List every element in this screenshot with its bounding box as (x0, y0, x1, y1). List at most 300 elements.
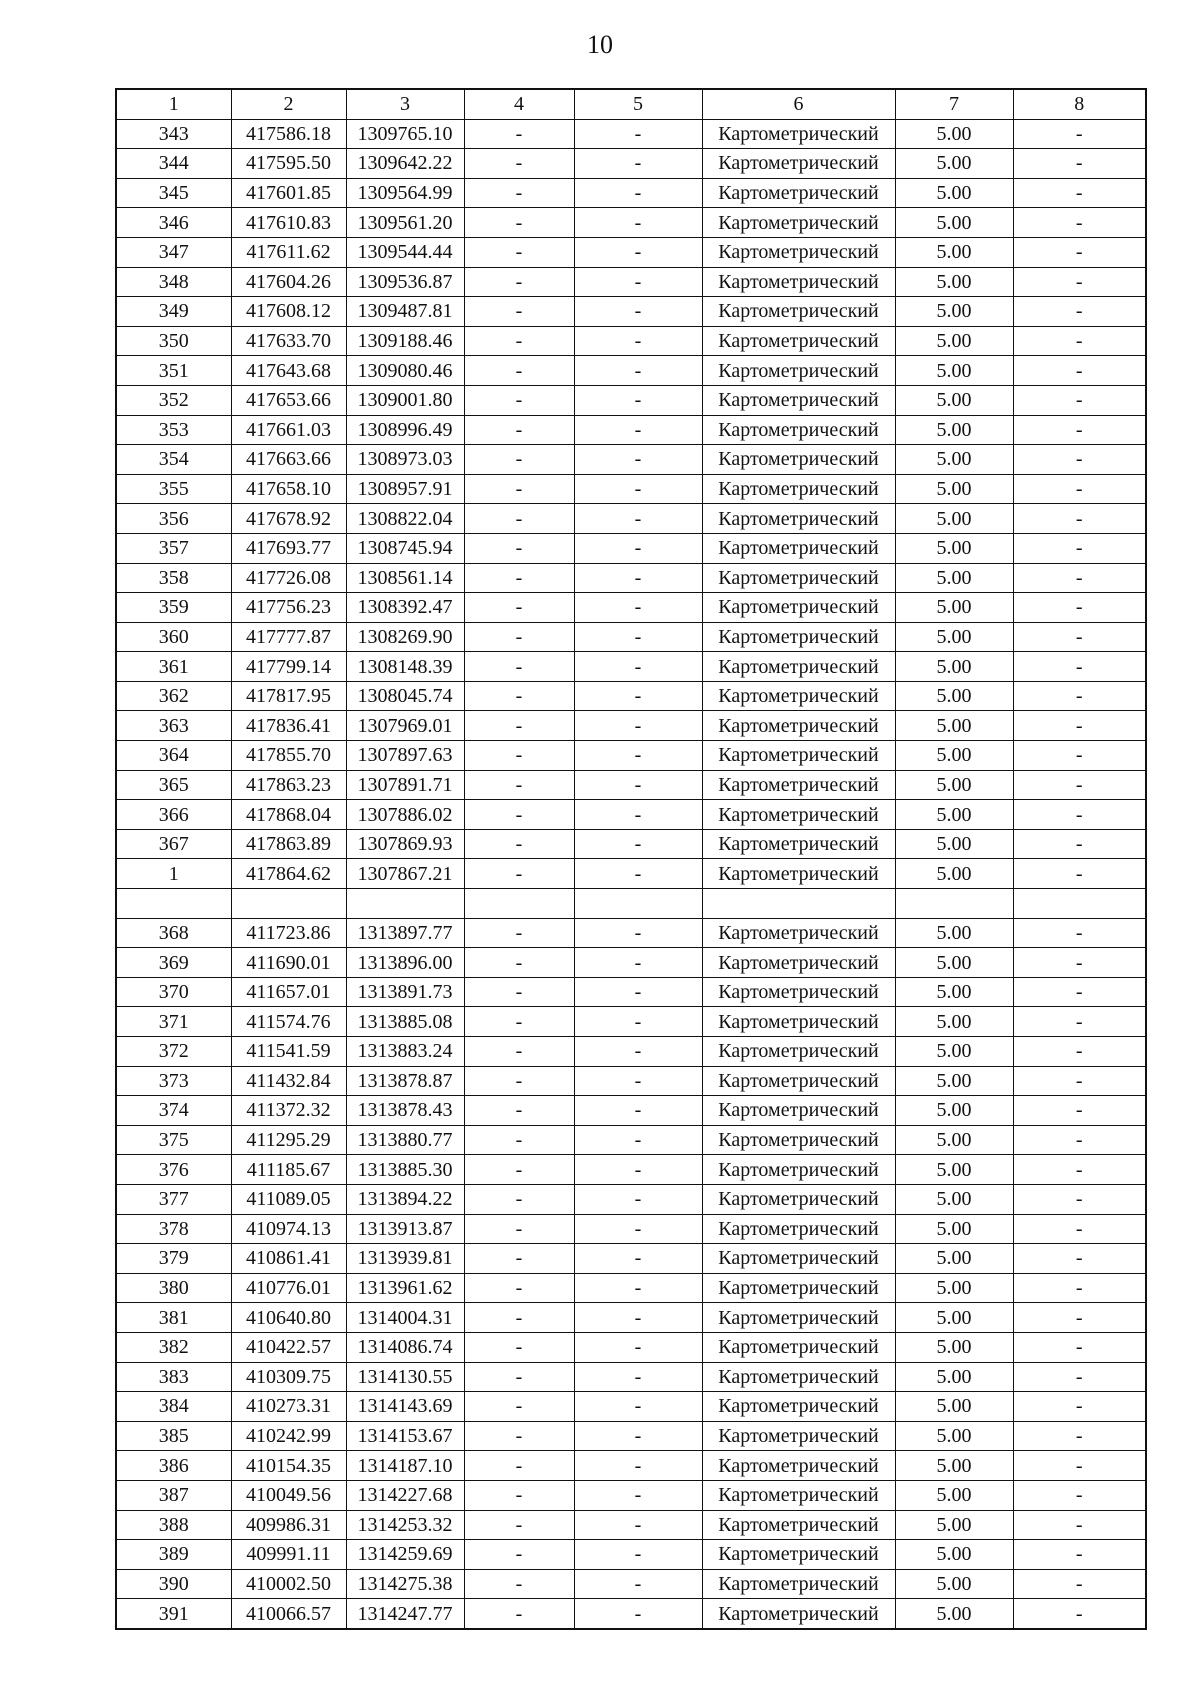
point-number-cell: 350 (116, 326, 231, 356)
column-4-cell: - (464, 297, 574, 327)
column-5-cell: - (574, 1155, 702, 1185)
accuracy-cell: 5.00 (895, 593, 1013, 623)
method-cell: Картометрический (702, 800, 895, 830)
x-coordinate-cell: 417678.92 (231, 504, 346, 534)
column-5-cell (574, 889, 702, 919)
point-number-cell: 347 (116, 237, 231, 267)
accuracy-cell: 5.00 (895, 1599, 1013, 1629)
y-coordinate-cell: 1313939.81 (346, 1244, 464, 1274)
accuracy-cell: 5.00 (895, 445, 1013, 475)
point-number-cell: 371 (116, 1007, 231, 1037)
point-number-cell: 370 (116, 977, 231, 1007)
table-row (116, 533, 1146, 563)
column-8-cell: - (1013, 1392, 1146, 1422)
table-row (116, 237, 1146, 267)
column-5-cell: - (574, 1332, 702, 1362)
method-cell: Картометрический (702, 119, 895, 149)
column-4-cell: - (464, 474, 574, 504)
x-coordinate-cell: 417653.66 (231, 385, 346, 415)
column-4-cell: - (464, 1392, 574, 1422)
point-number-cell: 388 (116, 1510, 231, 1540)
point-number-cell: 390 (116, 1569, 231, 1599)
accuracy-cell (895, 889, 1013, 919)
y-coordinate-cell: 1313878.87 (346, 1066, 464, 1096)
accuracy-cell: 5.00 (895, 563, 1013, 593)
column-8-cell: - (1013, 1037, 1146, 1067)
x-coordinate-cell: 417855.70 (231, 741, 346, 771)
method-cell: Картометрический (702, 1540, 895, 1570)
column-5-cell: - (574, 652, 702, 682)
column-8-cell: - (1013, 1273, 1146, 1303)
method-cell: Картометрический (702, 711, 895, 741)
column-8-cell: - (1013, 741, 1146, 771)
column-4-cell: - (464, 977, 574, 1007)
column-4-cell: - (464, 385, 574, 415)
y-coordinate-cell: 1313961.62 (346, 1273, 464, 1303)
table-row (116, 1451, 1146, 1481)
column-5-cell: - (574, 1125, 702, 1155)
column-5-cell: - (574, 1569, 702, 1599)
method-cell: Картометрический (702, 918, 895, 948)
column-header: 8 (1013, 89, 1146, 119)
x-coordinate-cell: 410273.31 (231, 1392, 346, 1422)
column-4-cell: - (464, 1362, 574, 1392)
y-coordinate-cell: 1314275.38 (346, 1569, 464, 1599)
column-5-cell: - (574, 1037, 702, 1067)
column-8-cell: - (1013, 1184, 1146, 1214)
column-4-cell: - (464, 918, 574, 948)
table-row (116, 1214, 1146, 1244)
y-coordinate-cell: 1308957.91 (346, 474, 464, 504)
column-4-cell: - (464, 267, 574, 297)
table-row (116, 1244, 1146, 1274)
method-cell: Картометрический (702, 829, 895, 859)
column-4-cell: - (464, 859, 574, 889)
method-cell: Картометрический (702, 415, 895, 445)
column-5-cell: - (574, 504, 702, 534)
method-cell: Картометрический (702, 1125, 895, 1155)
accuracy-cell: 5.00 (895, 267, 1013, 297)
y-coordinate-cell: 1313897.77 (346, 918, 464, 948)
column-5-cell: - (574, 859, 702, 889)
method-cell: Картометрический (702, 1007, 895, 1037)
y-coordinate-cell: 1309544.44 (346, 237, 464, 267)
x-coordinate-cell: 417611.62 (231, 237, 346, 267)
column-4-cell: - (464, 1096, 574, 1126)
method-cell: Картометрический (702, 652, 895, 682)
y-coordinate-cell: 1314247.77 (346, 1599, 464, 1629)
table-row (116, 918, 1146, 948)
point-number-cell: 387 (116, 1480, 231, 1510)
method-cell: Картометрический (702, 1392, 895, 1422)
table-row (116, 1421, 1146, 1451)
y-coordinate-cell: 1309080.46 (346, 356, 464, 386)
y-coordinate-cell: 1308561.14 (346, 563, 464, 593)
column-5-cell: - (574, 1540, 702, 1570)
accuracy-cell: 5.00 (895, 119, 1013, 149)
method-cell: Картометрический (702, 533, 895, 563)
column-8-cell: - (1013, 1125, 1146, 1155)
y-coordinate-cell: 1314227.68 (346, 1480, 464, 1510)
x-coordinate-cell: 409991.11 (231, 1540, 346, 1570)
column-8-cell: - (1013, 1066, 1146, 1096)
column-8-cell: - (1013, 474, 1146, 504)
y-coordinate-cell: 1314004.31 (346, 1303, 464, 1333)
column-5-cell: - (574, 1066, 702, 1096)
column-4-cell: - (464, 800, 574, 830)
column-8-cell: - (1013, 1007, 1146, 1037)
column-4-cell: - (464, 1244, 574, 1274)
page-number: 10 (587, 30, 613, 59)
y-coordinate-cell: 1314086.74 (346, 1332, 464, 1362)
column-4-cell: - (464, 1214, 574, 1244)
point-number-cell: 374 (116, 1096, 231, 1126)
x-coordinate-cell: 417693.77 (231, 533, 346, 563)
column-5-cell: - (574, 741, 702, 771)
table-row (116, 119, 1146, 149)
x-coordinate-cell: 417863.23 (231, 770, 346, 800)
column-8-cell: - (1013, 533, 1146, 563)
method-cell: Картометрический (702, 1599, 895, 1629)
x-coordinate-cell: 410049.56 (231, 1480, 346, 1510)
column-5-cell: - (574, 1096, 702, 1126)
table-row (116, 770, 1146, 800)
method-cell: Картометрический (702, 267, 895, 297)
accuracy-cell: 5.00 (895, 326, 1013, 356)
x-coordinate-cell: 410066.57 (231, 1599, 346, 1629)
column-4-cell: - (464, 770, 574, 800)
point-number-cell: 362 (116, 681, 231, 711)
accuracy-cell: 5.00 (895, 178, 1013, 208)
x-coordinate-cell: 410309.75 (231, 1362, 346, 1392)
accuracy-cell: 5.00 (895, 385, 1013, 415)
point-number-cell: 368 (116, 918, 231, 948)
accuracy-cell: 5.00 (895, 1421, 1013, 1451)
table-row (116, 563, 1146, 593)
point-number-cell: 386 (116, 1451, 231, 1481)
accuracy-cell: 5.00 (895, 415, 1013, 445)
method-cell: Картометрический (702, 504, 895, 534)
y-coordinate-cell: 1309001.80 (346, 385, 464, 415)
table-row (116, 859, 1146, 889)
column-5-cell: - (574, 445, 702, 475)
method-cell: Картометрический (702, 385, 895, 415)
x-coordinate-cell: 411657.01 (231, 977, 346, 1007)
method-cell: Картометрический (702, 563, 895, 593)
y-coordinate-cell: 1308745.94 (346, 533, 464, 563)
x-coordinate-cell: 417777.87 (231, 622, 346, 652)
x-coordinate-cell: 411541.59 (231, 1037, 346, 1067)
table-row (116, 1510, 1146, 1540)
x-coordinate-cell: 417799.14 (231, 652, 346, 682)
table-row (116, 711, 1146, 741)
point-number-cell: 365 (116, 770, 231, 800)
accuracy-cell: 5.00 (895, 1214, 1013, 1244)
accuracy-cell: 5.00 (895, 1244, 1013, 1274)
column-8-cell: - (1013, 1451, 1146, 1481)
x-coordinate-cell: 417663.66 (231, 445, 346, 475)
y-coordinate-cell: 1307897.63 (346, 741, 464, 771)
accuracy-cell: 5.00 (895, 237, 1013, 267)
column-5-cell: - (574, 1244, 702, 1274)
y-coordinate-cell: 1313885.08 (346, 1007, 464, 1037)
method-cell: Картометрический (702, 1096, 895, 1126)
point-number-cell: 366 (116, 800, 231, 830)
column-4-cell: - (464, 1569, 574, 1599)
accuracy-cell: 5.00 (895, 918, 1013, 948)
y-coordinate-cell: 1309487.81 (346, 297, 464, 327)
method-cell: Картометрический (702, 681, 895, 711)
point-number-cell: 389 (116, 1540, 231, 1570)
column-header: 7 (895, 89, 1013, 119)
column-5-cell: - (574, 1303, 702, 1333)
column-5-cell: - (574, 208, 702, 238)
y-coordinate-cell: 1313913.87 (346, 1214, 464, 1244)
column-8-cell: - (1013, 711, 1146, 741)
column-5-cell: - (574, 1480, 702, 1510)
column-5-cell: - (574, 1421, 702, 1451)
accuracy-cell: 5.00 (895, 1007, 1013, 1037)
column-8-cell: - (1013, 1214, 1146, 1244)
column-4-cell: - (464, 1540, 574, 1570)
accuracy-cell: 5.00 (895, 297, 1013, 327)
y-coordinate-cell: 1313891.73 (346, 977, 464, 1007)
x-coordinate-cell: 410154.35 (231, 1451, 346, 1481)
table-row (116, 829, 1146, 859)
x-coordinate-cell: 411185.67 (231, 1155, 346, 1185)
accuracy-cell: 5.00 (895, 1303, 1013, 1333)
method-cell: Картометрический (702, 1480, 895, 1510)
y-coordinate-cell: 1307886.02 (346, 800, 464, 830)
table-row (116, 474, 1146, 504)
x-coordinate-cell: 411574.76 (231, 1007, 346, 1037)
column-8-cell: - (1013, 1480, 1146, 1510)
table-row (116, 326, 1146, 356)
column-8-cell: - (1013, 829, 1146, 859)
method-cell: Картометрический (702, 859, 895, 889)
method-cell: Картометрический (702, 149, 895, 179)
column-4-cell: - (464, 1273, 574, 1303)
accuracy-cell: 5.00 (895, 356, 1013, 386)
y-coordinate-cell: 1309642.22 (346, 149, 464, 179)
column-4-cell: - (464, 948, 574, 978)
column-4-cell (464, 889, 574, 919)
column-4-cell: - (464, 356, 574, 386)
x-coordinate-cell: 417726.08 (231, 563, 346, 593)
table-row (116, 593, 1146, 623)
point-number-cell: 373 (116, 1066, 231, 1096)
y-coordinate-cell: 1313883.24 (346, 1037, 464, 1067)
y-coordinate-cell: 1308973.03 (346, 445, 464, 475)
y-coordinate-cell: 1308996.49 (346, 415, 464, 445)
column-5-cell: - (574, 800, 702, 830)
point-number-cell: 349 (116, 297, 231, 327)
table-row (116, 1273, 1146, 1303)
column-8-cell: - (1013, 208, 1146, 238)
column-4-cell: - (464, 593, 574, 623)
accuracy-cell: 5.00 (895, 1392, 1013, 1422)
column-8-cell: - (1013, 1244, 1146, 1274)
point-number-cell: 352 (116, 385, 231, 415)
point-number-cell: 377 (116, 1184, 231, 1214)
column-header: 3 (346, 89, 464, 119)
x-coordinate-cell: 417864.62 (231, 859, 346, 889)
column-5-cell: - (574, 593, 702, 623)
table-row (116, 385, 1146, 415)
method-cell: Картометрический (702, 1510, 895, 1540)
column-5-cell: - (574, 237, 702, 267)
accuracy-cell: 5.00 (895, 1096, 1013, 1126)
column-5-cell: - (574, 1007, 702, 1037)
table-row (116, 1096, 1146, 1126)
y-coordinate-cell: 1313885.30 (346, 1155, 464, 1185)
method-cell: Картометрический (702, 1303, 895, 1333)
table-row (116, 445, 1146, 475)
column-5-cell: - (574, 149, 702, 179)
method-cell: Картометрический (702, 770, 895, 800)
method-cell: Картометрический (702, 1244, 895, 1274)
column-4-cell: - (464, 1125, 574, 1155)
method-cell: Картометрический (702, 1362, 895, 1392)
column-5-cell: - (574, 1214, 702, 1244)
column-8-cell: - (1013, 770, 1146, 800)
point-number-cell: 356 (116, 504, 231, 534)
table-row (116, 1540, 1146, 1570)
point-number-cell: 367 (116, 829, 231, 859)
accuracy-cell: 5.00 (895, 681, 1013, 711)
accuracy-cell: 5.00 (895, 741, 1013, 771)
x-coordinate-cell: 417643.68 (231, 356, 346, 386)
accuracy-cell: 5.00 (895, 1510, 1013, 1540)
accuracy-cell: 5.00 (895, 1273, 1013, 1303)
column-8-cell: - (1013, 1421, 1146, 1451)
table-row (116, 1362, 1146, 1392)
y-coordinate-cell: 1314143.69 (346, 1392, 464, 1422)
column-5-cell: - (574, 1510, 702, 1540)
column-4-cell: - (464, 533, 574, 563)
column-4-cell: - (464, 1184, 574, 1214)
x-coordinate-cell: 417586.18 (231, 119, 346, 149)
point-number-cell: 351 (116, 356, 231, 386)
accuracy-cell: 5.00 (895, 1451, 1013, 1481)
column-4-cell: - (464, 445, 574, 475)
column-8-cell: - (1013, 800, 1146, 830)
x-coordinate-cell: 417610.83 (231, 208, 346, 238)
column-8-cell (1013, 889, 1146, 919)
y-coordinate-cell: 1314153.67 (346, 1421, 464, 1451)
method-cell: Картометрический (702, 474, 895, 504)
column-4-cell: - (464, 326, 574, 356)
table-row (116, 1125, 1146, 1155)
accuracy-cell: 5.00 (895, 1066, 1013, 1096)
accuracy-cell: 5.00 (895, 1155, 1013, 1185)
method-cell: Картометрический (702, 741, 895, 771)
x-coordinate-cell: 410002.50 (231, 1569, 346, 1599)
point-number-cell: 348 (116, 267, 231, 297)
accuracy-cell: 5.00 (895, 1184, 1013, 1214)
column-5-cell: - (574, 178, 702, 208)
column-8-cell: - (1013, 918, 1146, 948)
table-row (116, 977, 1146, 1007)
column-4-cell: - (464, 1332, 574, 1362)
table-body (116, 119, 1146, 1629)
x-coordinate-cell: 417595.50 (231, 149, 346, 179)
column-5-cell: - (574, 711, 702, 741)
point-number-cell: 358 (116, 563, 231, 593)
table-row (116, 1569, 1146, 1599)
accuracy-cell: 5.00 (895, 1540, 1013, 1570)
accuracy-cell: 5.00 (895, 1037, 1013, 1067)
table-row (116, 208, 1146, 238)
point-number-cell: 353 (116, 415, 231, 445)
column-8-cell: - (1013, 297, 1146, 327)
table-row (116, 1332, 1146, 1362)
point-number-cell: 346 (116, 208, 231, 238)
column-8-cell: - (1013, 415, 1146, 445)
x-coordinate-cell: 417817.95 (231, 681, 346, 711)
point-number-cell: 380 (116, 1273, 231, 1303)
x-coordinate-cell: 411295.29 (231, 1125, 346, 1155)
column-8-cell: - (1013, 119, 1146, 149)
column-5-cell: - (574, 1392, 702, 1422)
column-5-cell: - (574, 474, 702, 504)
column-4-cell: - (464, 1599, 574, 1629)
column-8-cell: - (1013, 267, 1146, 297)
column-8-cell: - (1013, 977, 1146, 1007)
column-4-cell: - (464, 504, 574, 534)
column-5-cell: - (574, 948, 702, 978)
y-coordinate-cell: 1309564.99 (346, 178, 464, 208)
point-number-cell: 355 (116, 474, 231, 504)
column-header: 5 (574, 89, 702, 119)
method-cell: Картометрический (702, 1184, 895, 1214)
point-number-cell: 381 (116, 1303, 231, 1333)
y-coordinate-cell: 1307867.21 (346, 859, 464, 889)
column-8-cell: - (1013, 326, 1146, 356)
table-row (116, 652, 1146, 682)
y-coordinate-cell: 1308269.90 (346, 622, 464, 652)
accuracy-cell: 5.00 (895, 859, 1013, 889)
column-4-cell: - (464, 563, 574, 593)
column-8-cell: - (1013, 1155, 1146, 1185)
method-cell: Картометрический (702, 1451, 895, 1481)
y-coordinate-cell: 1314130.55 (346, 1362, 464, 1392)
table-row (116, 948, 1146, 978)
table-row (116, 1392, 1146, 1422)
x-coordinate-cell (231, 889, 346, 919)
point-number-cell: 383 (116, 1362, 231, 1392)
point-number-cell: 1 (116, 859, 231, 889)
point-number-cell: 384 (116, 1392, 231, 1422)
column-5-cell: - (574, 1273, 702, 1303)
table-row (116, 1037, 1146, 1067)
accuracy-cell: 5.00 (895, 829, 1013, 859)
x-coordinate-cell: 417863.89 (231, 829, 346, 859)
y-coordinate-cell: 1314259.69 (346, 1540, 464, 1570)
table-row (116, 1184, 1146, 1214)
y-coordinate-cell: 1309561.20 (346, 208, 464, 238)
x-coordinate-cell: 411432.84 (231, 1066, 346, 1096)
x-coordinate-cell: 417661.03 (231, 415, 346, 445)
table-row (116, 415, 1146, 445)
column-8-cell: - (1013, 681, 1146, 711)
accuracy-cell: 5.00 (895, 504, 1013, 534)
column-8-cell: - (1013, 1362, 1146, 1392)
column-4-cell: - (464, 208, 574, 238)
column-8-cell: - (1013, 1569, 1146, 1599)
point-number-cell: 364 (116, 741, 231, 771)
point-number-cell: 382 (116, 1332, 231, 1362)
